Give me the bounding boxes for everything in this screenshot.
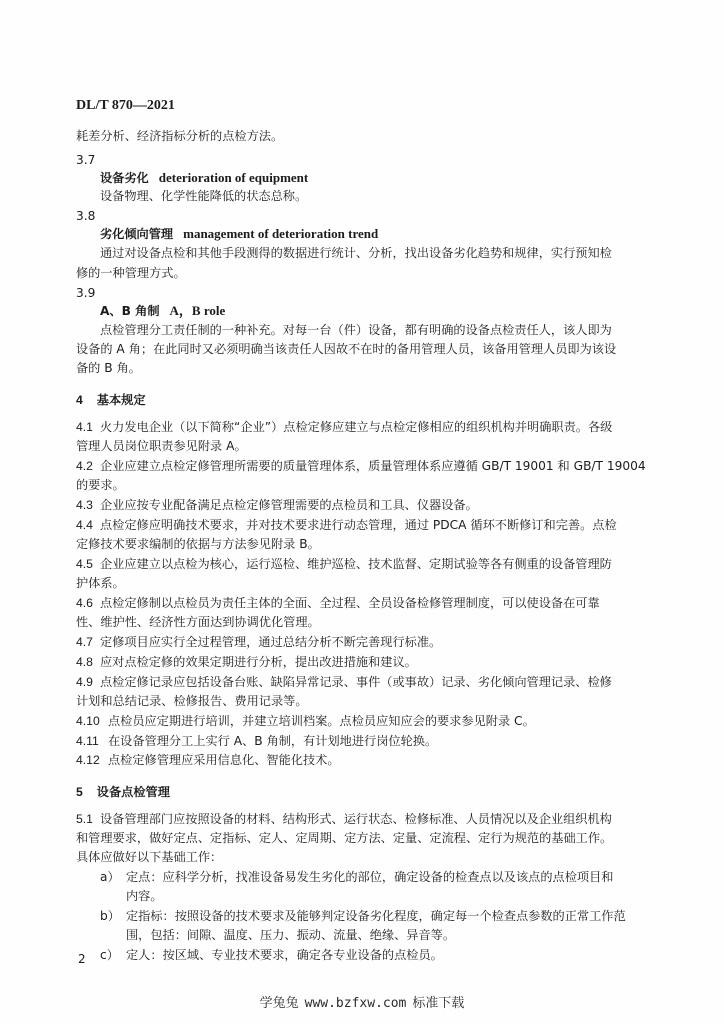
section-title: 基本规定 xyxy=(96,393,146,407)
clause-number: 4.3 xyxy=(76,498,93,512)
standard-code-header: DL/T 870—2021 xyxy=(76,98,175,113)
page-number: 2 xyxy=(78,952,86,966)
clause-line xyxy=(76,497,656,513)
term-definition: 备的 B 角。 xyxy=(76,361,141,375)
clause-text: 在设备管理分工上实行 A、B 角制，有计划地进行岗位轮换。 xyxy=(108,734,438,748)
clause-line xyxy=(76,733,656,749)
clause-text: 点检定修制以点检员为责任主体的全面、全过程、全员设备检修管理制度，可以使设备在可靠 xyxy=(100,596,600,610)
term-definition: 设备物理、化学性能降低的状态总称。 xyxy=(100,189,308,203)
clause-number: 4.6 xyxy=(76,596,93,610)
footer-site-name: 学兔兔 xyxy=(259,996,299,1011)
clause-number: 4.1 xyxy=(76,420,93,434)
section-title: 设备点检管理 xyxy=(96,785,170,799)
clause-text: 和管理要求，做好定点、定指标、定人、定周期、定方法、定量、定流程、定行为规范的基础工作。 xyxy=(76,831,613,845)
term-number: 3.9 xyxy=(76,286,96,300)
clause-line xyxy=(76,634,656,650)
clause-line xyxy=(76,517,656,533)
clause-line xyxy=(76,752,656,768)
term-en: management of deterioration trend xyxy=(183,226,379,241)
clause-line xyxy=(76,458,656,474)
list-item-text: 定人：按区域、专业技术要求，确定各专业设备的点检员。 xyxy=(126,948,443,962)
clause-text: 点检定修管理应采用信息化、智能化技术。 xyxy=(108,753,340,767)
clause-text: 点检员应定期进行培训，并建立培训档案。点检员应知应会的要求参见附录 C。 xyxy=(108,714,535,728)
clause-text: 具体应做好以下基础工作： xyxy=(76,850,223,864)
clause-text: 定修项目应实行全过程管理，通过总结分析不断完善现行标准。 xyxy=(100,635,442,649)
term-number: 3.7 xyxy=(76,153,96,167)
clause-number: 4.4 xyxy=(76,518,93,532)
watermark-footer xyxy=(0,992,724,1011)
clause-number: 4.9 xyxy=(76,675,93,689)
term-definition: 修的一种管理方式。 xyxy=(76,266,186,280)
clause-text: 计划和总结记录、检修报告、费用记录等。 xyxy=(76,694,308,708)
list-item-text: 围，包括：间隙、温度、压力、振动、流量、绝缘、异音等。 xyxy=(126,928,456,942)
clause-text: 的要求。 xyxy=(76,478,125,492)
clause-number: 4.10 xyxy=(76,714,100,728)
term-number: 3.8 xyxy=(76,209,96,223)
term-heading xyxy=(100,226,680,242)
clause-text: 护体系。 xyxy=(76,576,125,590)
term-en: A，B role xyxy=(169,303,226,318)
list-item-label: b） xyxy=(100,909,120,923)
clause-line xyxy=(76,595,656,611)
clause-text: 管理人员岗位职责参见附录 A。 xyxy=(76,439,247,453)
list-item-label: a） xyxy=(100,870,120,884)
list-item-text: 定指标：按照设备的技术要求及能够判定设备劣化程度，确定每一个检查点参数的正常工作范 xyxy=(126,909,626,923)
clause-number: 4.8 xyxy=(76,655,93,669)
term-definition: 设备的 A 角；在此同时又必须明确当该责任人因故不在时的备用管理人员，该备用管理人员即为该设 xyxy=(76,342,617,356)
term-zh: 设备劣化 xyxy=(100,171,149,185)
clause-number: 4.11 xyxy=(76,734,99,748)
text-line: 耗差分析、经济指标分析的点检方法。 xyxy=(76,129,284,143)
clause-text: 企业应按专业配备满足点检定修管理需要的点检员和工具、仪器设备。 xyxy=(100,498,478,512)
section-heading xyxy=(76,392,656,408)
footer-url: www.bzfxw.com xyxy=(304,996,407,1011)
clause-line xyxy=(76,556,656,572)
term-definition: 通过对设备点检和其他手段测得的数据进行统计、分析，找出设备劣化趋势和规律，实行预知检 xyxy=(100,246,612,260)
clause-line xyxy=(76,654,656,670)
list-item-label: c） xyxy=(100,948,119,962)
clause-text: 企业应建立以点检为核心，运行巡检、维护巡检、技术监督、定期试验等各有侧重的设备管理防 xyxy=(100,557,612,571)
clause-line xyxy=(76,811,656,827)
section-number: 5 xyxy=(76,785,83,799)
clause-text: 点检定修记录应包括设备台账、缺陷异常记录、事件（或事故）记录、劣化倾向管理记录、检修 xyxy=(100,675,612,689)
clause-number: 4.7 xyxy=(76,635,93,649)
term-en: deterioration of equipment xyxy=(158,170,309,185)
clause-text: 企业应建立点检定修管理所需要的质量管理体系，质量管理体系应遵循 GB/T 19001 和 GB/T 19004 xyxy=(100,459,646,473)
term-heading xyxy=(100,170,680,186)
clause-text: 定修技术要求编制的依据与方法参见附录 B。 xyxy=(76,537,320,551)
term-definition: 点检管理分工责任制的一种补充。对每一台（件）设备，都有明确的设备点检责任人，该人即为 xyxy=(100,323,612,337)
list-item xyxy=(100,947,680,963)
section-number: 4 xyxy=(76,393,83,407)
section-heading xyxy=(76,784,656,800)
term-zh: A、B 角制 xyxy=(100,304,160,318)
clause-text: 点检定修应明确技术要求，并对技术要求进行动态管理，通过 PDCA 循环不断修订和完善。点检 xyxy=(100,518,617,532)
list-item xyxy=(100,869,680,885)
list-item-text: 内容。 xyxy=(126,889,163,903)
clause-line xyxy=(76,713,656,729)
clause-number: 4.5 xyxy=(76,557,93,571)
list-item-text: 定点：应科学分析，找准设备易发生劣化的部位，确定设备的检查点以及该点的点检项目和 xyxy=(126,870,614,884)
clause-line xyxy=(76,674,656,690)
term-heading xyxy=(100,303,680,319)
clause-number: 4.2 xyxy=(76,459,93,473)
term-zh: 劣化倾向管理 xyxy=(100,227,174,241)
clause-line xyxy=(76,419,656,435)
list-item xyxy=(100,908,680,924)
footer-tagline: 标准下载 xyxy=(412,996,465,1011)
clause-text: 设备管理部门应按照设备的材料、结构形式、运行状态、检修标准、人员情况以及企业组织机构 xyxy=(100,812,612,826)
clause-text: 应对点检定修的效果定期进行分析，提出改进措施和建议。 xyxy=(100,655,417,669)
clause-text: 火力发电企业（以下简称“企业”）点检定修应建立与点检定修相应的组织机构并明确职责。各级 xyxy=(100,420,613,434)
clause-number: 4.12 xyxy=(76,753,100,767)
clause-number: 5.1 xyxy=(76,812,93,826)
clause-text: 性、维护性、经济性方面达到协调优化管理。 xyxy=(76,615,320,629)
